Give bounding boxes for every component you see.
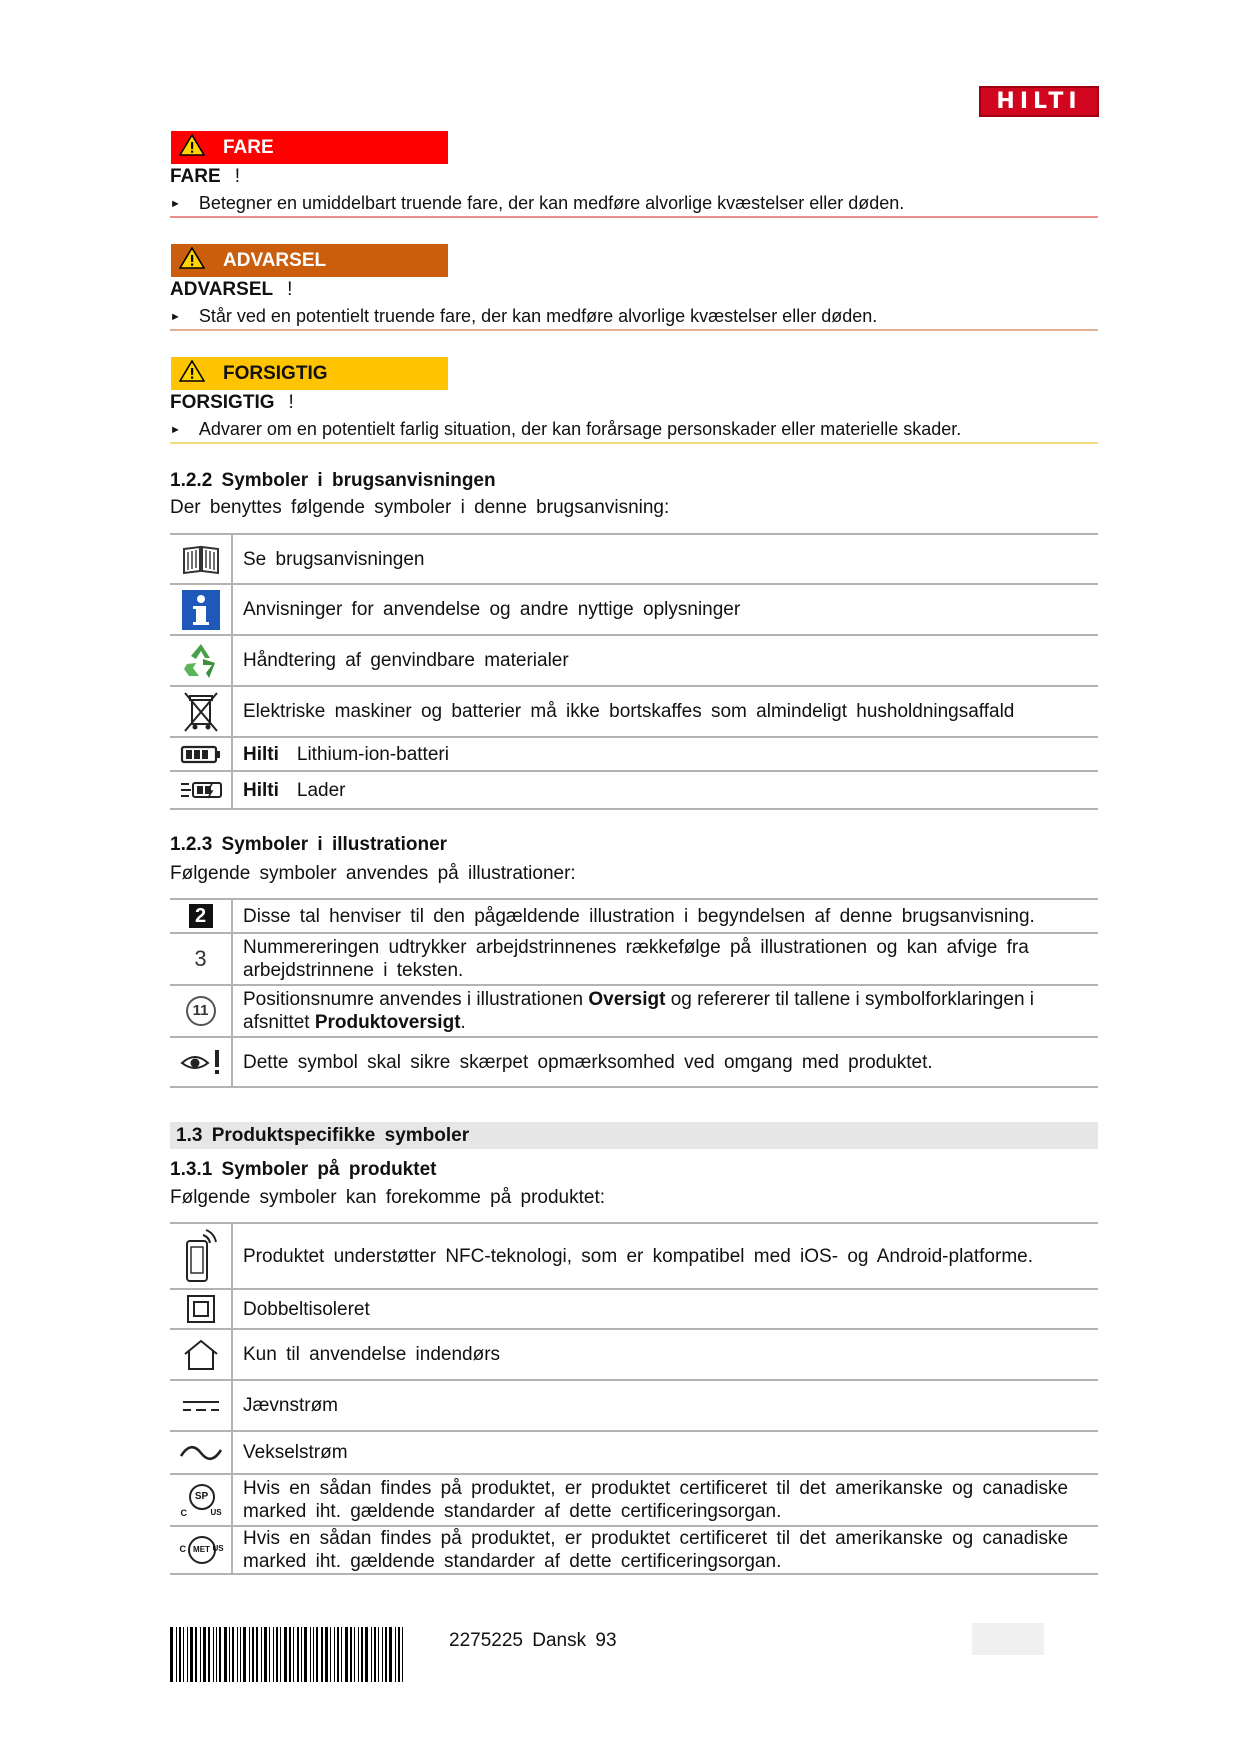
crossed-bin-icon [170,686,232,737]
number-3-icon: 3 [170,933,232,985]
barcode-bar [170,1627,173,1682]
book-icon [170,534,232,584]
barcode-bar [229,1627,230,1682]
forsigtig-rule [170,442,1098,444]
doc-number: 2275225 [449,1630,523,1651]
battery-icon [170,737,232,771]
double-insulated-icon [170,1289,232,1329]
eye-attention-icon [170,1037,232,1087]
symbol-description: Kun til anvendelse indendørs [232,1329,1098,1380]
symbol-description: Vekselstrøm [232,1431,1098,1474]
barcode-bar [280,1627,281,1682]
barcode-bar [402,1627,403,1682]
barcode-bar [330,1627,331,1682]
bullet-arrow-icon: ► [170,198,181,210]
fare-description: ► Betegner en umiddelbart truende fare, der kan medføre alvorlige kvæstelser eller døden. [170,193,905,213]
bullet-arrow-icon: ► [170,424,181,436]
barcode-bar [216,1627,217,1682]
info-icon [170,584,232,635]
table-row [170,635,1098,686]
table-row [170,1380,1098,1431]
fare-banner [171,131,448,164]
barcode-bar [261,1627,262,1682]
advarsel-rule [170,329,1098,331]
symbols-product-table [170,1222,1098,1575]
barcode-bar [203,1627,206,1682]
dc-icon [170,1380,232,1431]
barcode-bar [195,1627,197,1682]
brand-name: Hilti [243,743,279,765]
barcode-bar [187,1627,188,1682]
warning-triangle-icon [179,134,205,162]
forsigtig-banner [171,357,448,390]
symbol-description: Disse tal henviser til den pågældende illustration i begyndelsen af denne brugsanvisning. [232,899,1098,933]
barcode-bar [183,1627,184,1682]
symbol-description: Hilti Lader [232,771,1098,809]
barcode-bar [293,1627,294,1682]
table-row [170,686,1098,737]
symbol-description: Hvis en sådan findes på produktet, er produktet certificeret til det amerikanske og canadiske marked iht. gældende standarder af dette certificeringsorgan. [232,1474,1098,1526]
barcode-bar [208,1627,210,1682]
symbol-description: Anvisninger for anvendelse og andre nyttige oplysninger [232,584,1098,635]
footer-info [449,1630,617,1652]
recycle-icon [170,635,232,686]
barcode-bar [395,1627,396,1682]
forsigtig-banner-label: FORSIGTIG [223,362,328,384]
barcode-bar [252,1627,254,1682]
barcode-bar [341,1627,342,1682]
barcode-bar [237,1627,238,1682]
barcode-bar [289,1627,291,1682]
csa-icon: SP C US [170,1474,232,1526]
symbol-description: Dobbeltisoleret [232,1289,1098,1329]
symbols-manual-table [170,533,1098,810]
barcode-bar [179,1627,181,1682]
symbols-illustrations-table [170,898,1098,1088]
barcode-bar [269,1627,270,1682]
barcode-bar [224,1627,227,1682]
advarsel-banner [171,244,448,277]
table-row [170,1474,1098,1526]
nfc-icon [170,1223,232,1289]
barcode-bar [382,1627,383,1682]
barcode-bar [200,1627,201,1682]
barcode-bar [273,1627,274,1682]
barcode-bar [361,1627,363,1682]
warning-triangle-icon [179,360,205,388]
brand-name: Hilti [243,779,279,801]
barcode-bar [232,1627,234,1682]
number-11-icon: 11 [170,985,232,1037]
barcode-bar [297,1627,299,1682]
table-row [170,985,1098,1037]
symbol-description: Jævnstrøm [232,1380,1098,1431]
met-icon: MET C US [170,1526,232,1574]
hilti-logo: HILTI [979,86,1099,117]
advarsel-label: ADVARSEL ! [170,279,293,300]
table-row [170,899,1098,933]
barcode [170,1627,426,1682]
barcode-bar [334,1627,335,1682]
table-row [170,1037,1098,1087]
barcode-bar [325,1627,328,1682]
section-122-intro: Der benyttes følgende symboler i denne brugsanvisning: [170,497,670,518]
barcode-bar [213,1627,214,1682]
barcode-bar [358,1627,359,1682]
indoor-house-icon [170,1329,232,1380]
table-row [170,771,1098,809]
barcode-bar [321,1627,323,1682]
barcode-bar [350,1627,352,1682]
barcode-bar [310,1627,311,1682]
barcode-bar [249,1627,250,1682]
table-row [170,534,1098,584]
symbol-description: Elektriske maskiner og batterier må ikke bortskaffes som almindeligt husholdningsaffald [232,686,1098,737]
barcode-bar [190,1627,193,1682]
forsigtig-label: FORSIGTIG ! [170,392,294,413]
table-row [170,1223,1098,1289]
symbol-description: Hilti Lithium-ion-batteri [232,737,1098,771]
charger-icon [170,771,232,809]
table-row [170,584,1098,635]
table-row [170,1289,1098,1329]
barcode-bar [389,1627,392,1682]
section-13-heading: 1.3 Produktspecifikke symboler [170,1122,1098,1149]
section-131-heading: 1.3.1 Symboler på produktet [170,1159,437,1180]
page-number: 93 [595,1630,617,1651]
barcode-bar [371,1627,372,1682]
symbol-description: Håndtering af genvindbare materialer [232,635,1098,686]
fare-rule [170,216,1098,218]
advarsel-banner-label: ADVARSEL [223,249,327,271]
barcode-bar [243,1627,246,1682]
table-row [170,1431,1098,1474]
symbol-description: Hvis en sådan findes på produktet, er produktet certificeret til det amerikanske og canadiske marked iht. gældende standarder af dette certificeringsorgan. [232,1526,1098,1574]
barcode-bar [301,1627,302,1682]
fare-label: FARE ! [170,166,240,187]
symbol-description: Dette symbol skal sikre skærpet opmærksomhed ved omgang med produktet. [232,1037,1098,1087]
barcode-bar [276,1627,278,1682]
symbol-description: Nummereringen udtrykker arbejdstrinnenes rækkefølge på illustrationen og kan afvige fra arbejdstrinnene i teksten. [232,933,1098,985]
fare-banner-label: FARE [223,136,274,158]
table-row [170,1329,1098,1380]
ac-icon [170,1431,232,1474]
section-131-intro: Følgende symboler kan forekomme på produktet: [170,1187,606,1208]
barcode-bar [256,1627,258,1682]
barcode-bar [304,1627,307,1682]
table-row [170,933,1098,985]
barcode-bar [313,1627,314,1682]
barcode-bar [398,1627,400,1682]
barcode-bar [385,1627,387,1682]
barcode-bar [264,1627,267,1682]
barcode-bar [284,1627,287,1682]
section-123-intro: Følgende symboler anvendes på illustrationer: [170,863,576,884]
symbol-description: Produktet understøtter NFC-teknologi, som er kompatibel med iOS- og Android-platforme. [232,1223,1098,1289]
barcode-bar [219,1627,221,1682]
forsigtig-description: ► Advarer om en potentielt farlig situation, der kan forårsage personskader eller materielle skader. [170,419,962,439]
symbol-description: Positionsnumre anvendes i illustrationen Oversigt og refererer til tallene i symbolforklaringen i afsnittet Produktoversigt. [232,985,1098,1037]
symbol-description: Se brugsanvisningen [232,534,1098,584]
barcode-bar [374,1627,376,1682]
section-123-heading: 1.2.3 Symboler i illustrationer [170,834,448,855]
table-row [170,737,1098,771]
barcode-bar [354,1627,355,1682]
number-2-icon: 2 [170,899,232,933]
advarsel-description: ► Står ved en potentielt truende fare, der kan medføre alvorlige kvæstelser eller døden. [170,306,878,326]
table-row [170,1526,1098,1574]
barcode-bar [365,1627,368,1682]
language: Dansk [532,1630,587,1651]
barcode-bar [316,1627,318,1682]
barcode-bar [240,1627,241,1682]
warning-triangle-icon [179,247,205,275]
section-122-heading: 1.2.2 Symboler i brugsanvisningen [170,470,496,491]
bullet-arrow-icon: ► [170,311,181,323]
barcode-bar [345,1627,348,1682]
barcode-bar [176,1627,177,1682]
page-box [972,1623,1044,1655]
barcode-bar [378,1627,379,1682]
barcode-bar [337,1627,339,1682]
